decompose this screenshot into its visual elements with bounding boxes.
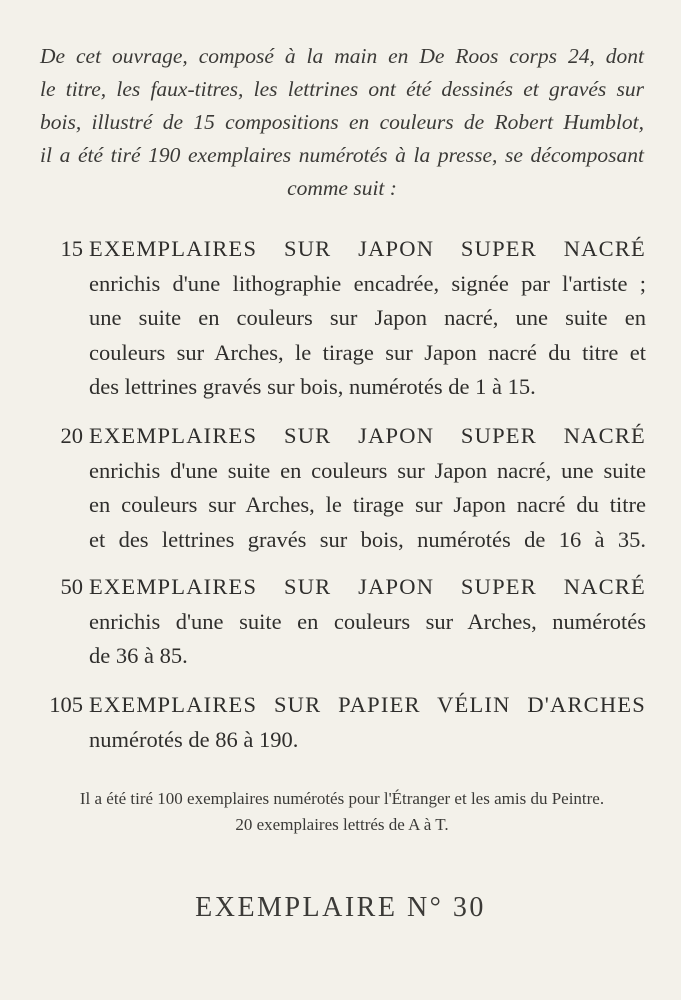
tier-title: EXEMPLAIRES SUR JAPON SUPER NACRÉ bbox=[89, 574, 646, 599]
tier-count: 20 bbox=[60, 423, 83, 448]
edition-tier bbox=[38, 570, 646, 674]
tier-heading bbox=[38, 570, 646, 605]
intro-line: bois, illustré de 15 compositions en couleurs de Robert Humblot, bbox=[40, 110, 644, 134]
copy-number: EXEMPLAIRE N° 30 bbox=[195, 892, 486, 923]
tier-title: EXEMPLAIRES SUR JAPON SUPER NACRÉ bbox=[89, 236, 646, 261]
tier-line: de 36 à 85. bbox=[89, 643, 188, 668]
intro-line: comme suit : bbox=[287, 176, 397, 200]
tier-description bbox=[38, 723, 646, 758]
tier-heading bbox=[38, 419, 646, 454]
tier-count: 50 bbox=[60, 574, 83, 599]
intro-line: le titre, les faux-titres, les lettrines ont été dessinés et gravés sur bbox=[40, 77, 644, 101]
tier-description bbox=[38, 605, 646, 674]
tier-heading bbox=[38, 688, 646, 723]
tier-line: une suite en couleurs sur Japon nacré, une suite en bbox=[89, 305, 646, 330]
tier-line: et des lettrines gravés sur bois, numérotés de 16 à 35. bbox=[89, 526, 646, 552]
colophon-intro bbox=[40, 40, 644, 205]
intro-line: il a été tiré 190 exemplaires numérotés à la presse, se décomposant bbox=[40, 143, 644, 167]
edition-tier bbox=[38, 419, 646, 557]
tier-line: enrichis d'une suite en couleurs sur Japon nacré, une suite bbox=[89, 457, 646, 483]
edition-tier bbox=[38, 232, 646, 405]
tier-line: numérotés de 86 à 190. bbox=[89, 726, 299, 752]
tier-line: enrichis d'une suite en couleurs sur Arches, numérotés bbox=[89, 608, 646, 634]
tier-title: EXEMPLAIRES SUR JAPON SUPER NACRÉ bbox=[89, 423, 646, 448]
tier-description bbox=[38, 267, 646, 405]
note-line: Il a été tiré 100 exemplaires numérotés pour l'Étranger et les amis du Peintre. bbox=[79, 789, 605, 808]
tier-title: EXEMPLAIRES SUR PAPIER VÉLIN D'ARCHES bbox=[89, 692, 646, 717]
edition-note bbox=[40, 786, 644, 838]
note-line: 20 exemplaires lettrés de A à T. bbox=[235, 815, 449, 834]
intro-line: De cet ouvrage, composé à la main en De Roos corps 24, dont bbox=[40, 44, 644, 68]
tier-line: des lettrines gravés sur bois, numérotés de 1 à 15. bbox=[89, 374, 536, 399]
tier-description bbox=[38, 454, 646, 558]
tier-line: enrichis d'une lithographie encadrée, signée par l'artiste ; bbox=[89, 270, 646, 296]
tier-count: 15 bbox=[60, 236, 83, 261]
tier-line: couleurs sur Arches, le tirage sur Japon nacré du titre et bbox=[89, 339, 646, 365]
tier-line: en couleurs sur Arches, le tirage sur Japon nacré du titre bbox=[89, 492, 646, 517]
tier-heading bbox=[38, 232, 646, 267]
tier-count: 105 bbox=[49, 692, 83, 717]
edition-tier bbox=[38, 688, 646, 757]
